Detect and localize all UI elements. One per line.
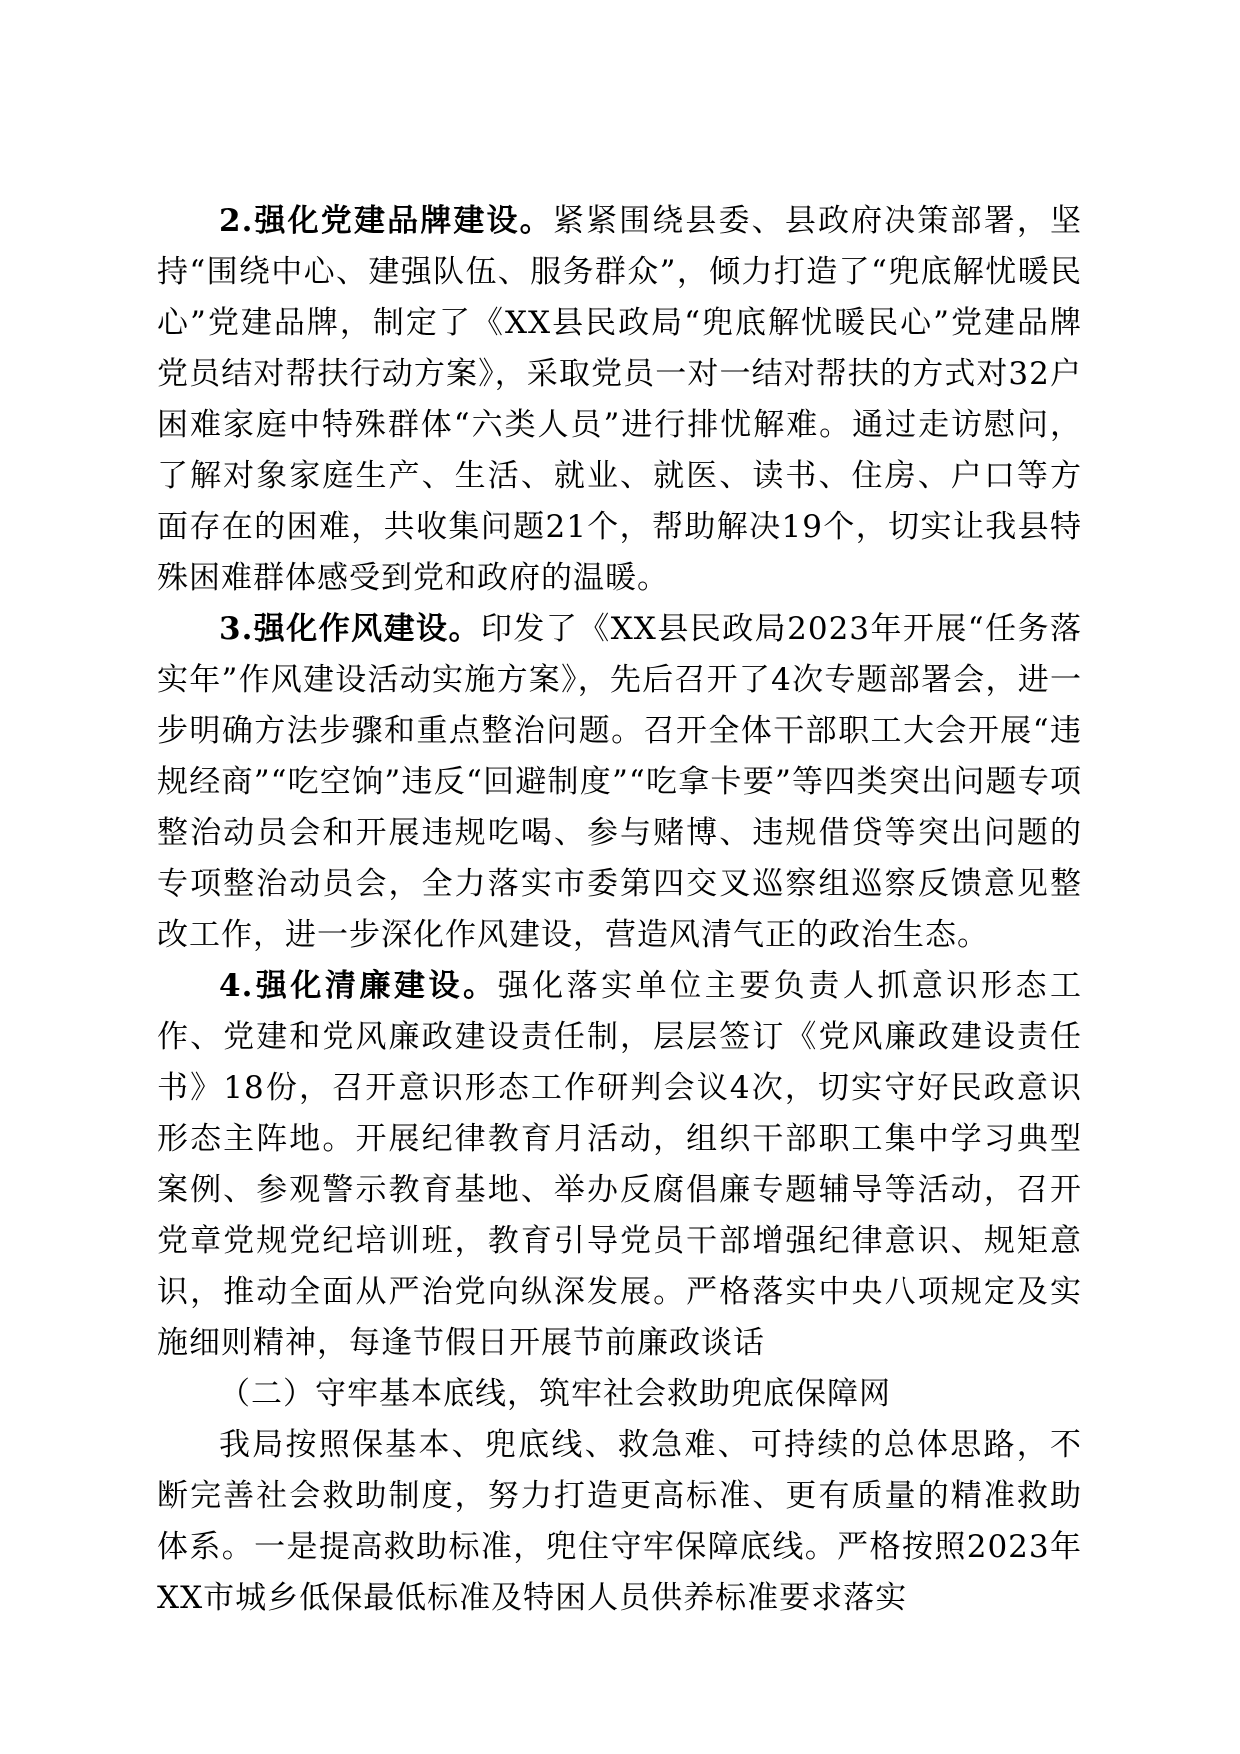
paragraph-lead: 2.强化党建品牌建设。 [219, 203, 553, 239]
paragraph-lead: 4.强化清廉建设。 [219, 968, 498, 1004]
section-subheading: （二）守牢基本底线，筑牢社会救助兜底保障网 [219, 1376, 891, 1412]
document-body [157, 196, 1082, 1624]
paragraph-social-assistance: 我局按照保基本、兜底线、救急难、可持续的总体思路，不断完善社会救助制度，努力打造更高标准、更有质量的精准救助体系。一是提高救助标准，兜住守牢保障底线。严格按照2023年XX市城乡低保最低标准及特困人员供养标准要求落实 [157, 1427, 1082, 1616]
paragraph-lead: 3.强化作风建设。 [219, 611, 481, 647]
paragraph-text: 印发了《XX县民政局2023年开展“任务落实年”作风建设活动实施方案》，先后召开了4次专题部署会，进一步明确方法步骤和重点整治问题。召开全体干部职工大会开展“违规经商”“吃空饷”违反“回避制度”“吃拿卡要”等四类突出问题专项整治动员会和开展违规吃喝、参与赌博、违规借贷等突出问题的专项整治动员会，全力落实市委第四交叉巡察组巡察反馈意见整改工作，进一步深化作风建设，营造风清气正的政治生态。 [157, 611, 1082, 953]
paragraph-text: 紧紧围绕县委、县政府决策部署，坚持“围绕中心、建强队伍、服务群众”，倾力打造了“兜底解忧暖民心”党建品牌，制定了《XX县民政局“兜底解忧暖民心”党建品牌党员结对帮扶行动方案》，采取党员一对一结对帮扶的方式对32户困难家庭中特殊群体“六类人员”进行排忧解难。通过走访慰问，了解对象家庭生产、生活、就业、就医、读书、住房、户口等方面存在的困难，共收集问题21个，帮助解决19个，切实让我县特殊困难群体感受到党和政府的温暖。 [157, 203, 1082, 596]
paragraph-party-brand [157, 196, 1082, 604]
paragraph-text: 强化落实单位主要负责人抓意识形态工作、党建和党风廉政建设责任制，层层签订《党风廉政建设责任书》18份，召开意识形态工作研判会议4次，切实守好民政意识形态主阵地。开展纪律教育月活动，组织干部职工集中学习典型案例、参观警示教育基地、举办反腐倡廉专题辅导等活动，召开党章党规党纪培训班，教育引导党员干部增强纪律意识、规矩意识，推动全面从严治党向纵深发展。严格落实中央八项规定及实施细则精神，每逢节假日开展节前廉政谈话 [157, 968, 1082, 1361]
paragraph-integrity [157, 961, 1082, 1369]
paragraph-work-style [157, 604, 1082, 961]
